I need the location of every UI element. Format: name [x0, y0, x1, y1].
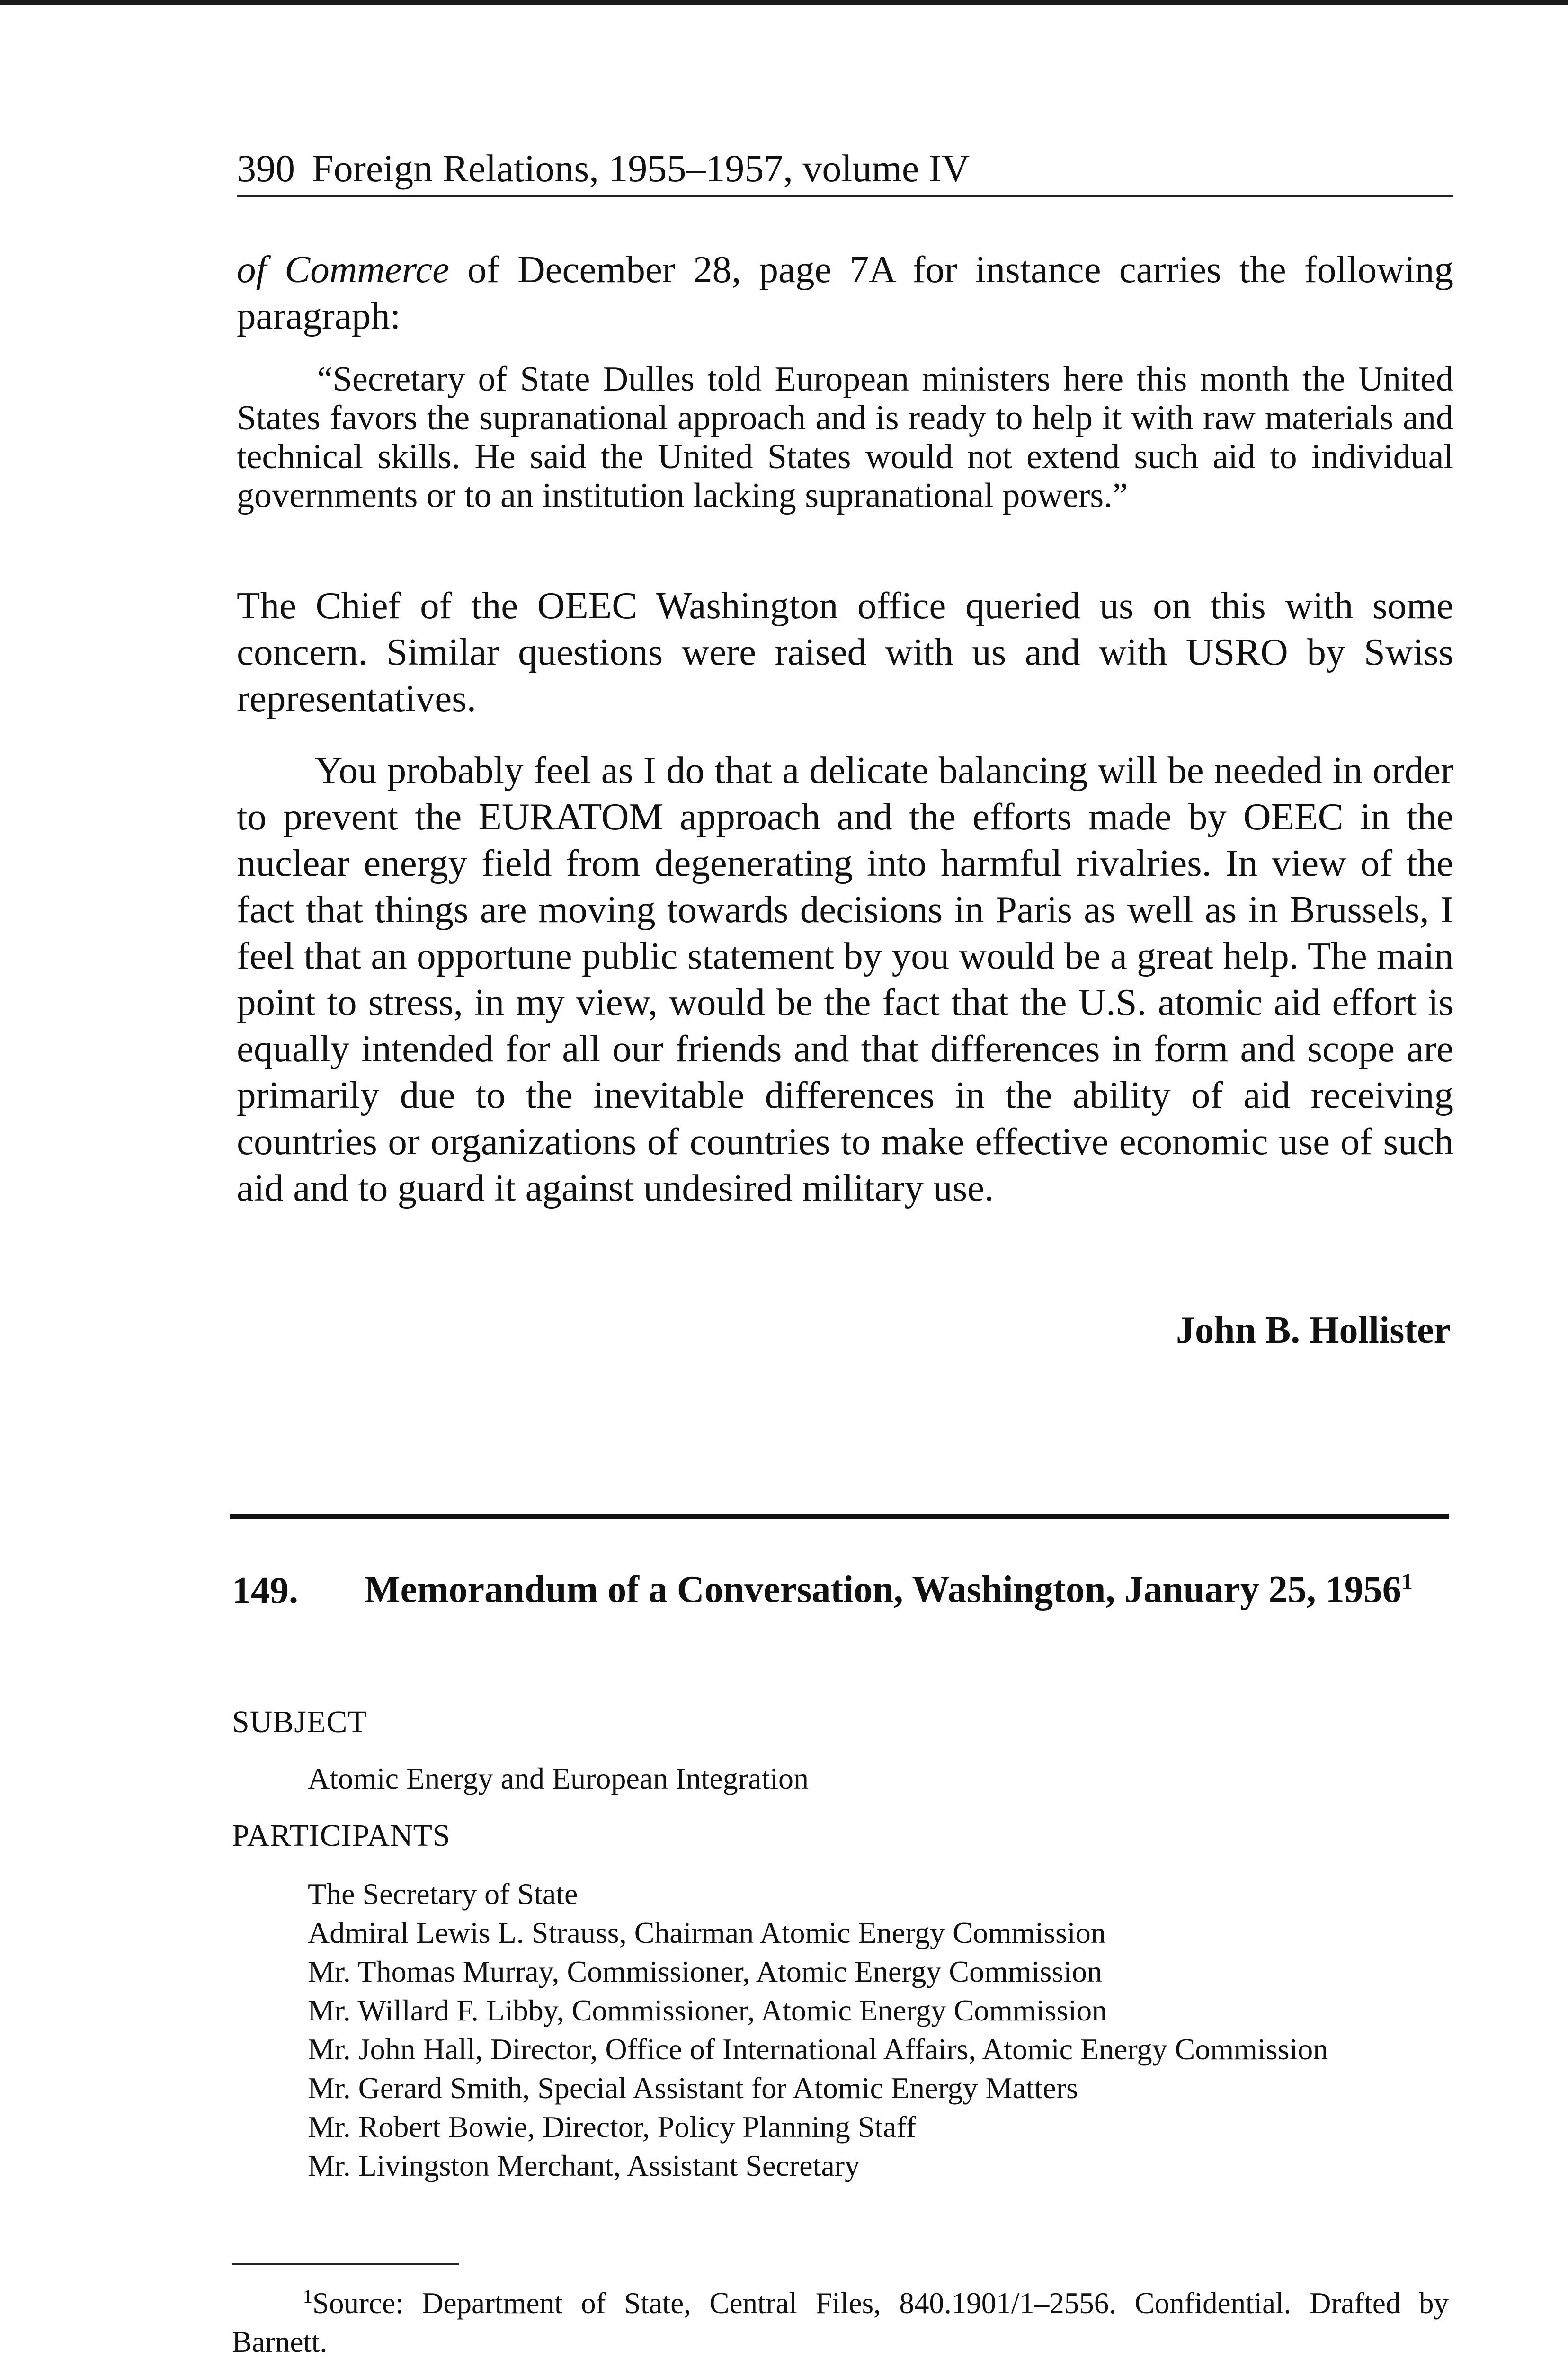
participant-item: The Secretary of State	[308, 1877, 578, 1911]
intro-text: of December 28, page 7A for instance carries the following paragraph:	[237, 248, 1453, 337]
body-paragraph-1: The Chief of the OEEC Washington office queried us on this with some concern. Similar questions were raised with us and with USRO by Swiss representatives.	[237, 584, 1453, 720]
footnote	[232, 2277, 1449, 2361]
participant-item: Mr. Gerard Smith, Special Assistant for Atomic Energy Matters	[308, 2071, 1078, 2105]
footnote-reference: 1	[1401, 1569, 1413, 1594]
participant-item: Mr. Thomas Murray, Commissioner, Atomic Energy Commission	[308, 1955, 1102, 1988]
signature: John B. Hollister	[1176, 1309, 1451, 1351]
participant-item: Mr. Robert Bowie, Director, Policy Planning Staff	[308, 2110, 916, 2144]
section-divider	[230, 1514, 1449, 1519]
document-title	[365, 1567, 1453, 1612]
intro-paragraph	[237, 246, 1453, 339]
subject-label: SUBJECT	[232, 1705, 367, 1739]
page-number: 390	[237, 147, 295, 190]
subject-text: Atomic Energy and European Integration	[308, 1762, 809, 1795]
body-paragraph-2: You probably feel as I do that a delicate balancing will be needed in order to prevent the EURATOM approach and the efforts made by OEEC in the nuclear energy field from degenerating into harmful rivalries. In view of the fact that things are moving towards decisions in Paris as well as in Brussels, I feel that an opportune public statement by you would be a great help. The main point to stress, in my view, would be the fact that the U.S. atomic aid effort is equally intended for all our friends and that differences in form and scope are primarily due to the inevitable differences in the ability of aid receiving countries or organizations of countries to make effective economic use of such aid and to guard it against undesired military use.	[237, 749, 1453, 1209]
participants-list	[308, 1875, 1458, 2185]
participant-item: Mr. Livingston Merchant, Assistant Secretary	[308, 2149, 860, 2182]
participant-item: Mr. John Hall, Director, Office of International Affairs, Atomic Energy Commission	[308, 2032, 1328, 2066]
document-number: 149.	[232, 1570, 298, 1611]
document-title-text: Memorandum of a Conversation, Washington, January 25, 1956	[365, 1569, 1401, 1611]
page-top-border	[0, 0, 1568, 5]
source-name: of Commerce	[237, 248, 450, 291]
series-title: Foreign Relations, 1955–1957, volume IV	[312, 147, 970, 190]
participants-label: PARTICIPANTS	[232, 1818, 451, 1853]
block-quote: “Secretary of State Dulles told European ministers here this month the United States favors the supranational approach and is ready to help it with raw materials and technical skills. He said the United States would not extend such aid to individual governments or to an institution lacking supranational powers.”	[237, 360, 1453, 515]
participant-item: Admiral Lewis L. Strauss, Chairman Atomic Energy Commission	[308, 1916, 1106, 1949]
footnote-rule	[232, 2263, 459, 2265]
participant-item: Mr. Willard F. Libby, Commissioner, Atomic Energy Commission	[308, 1993, 1107, 2027]
footnote-marker: 1	[303, 2286, 312, 2307]
footnote-text: Source: Department of State, Central Files, 840.1901/1–2556. Confidential. Drafted by Barnett.	[232, 2287, 1449, 2358]
running-head	[237, 142, 1453, 197]
